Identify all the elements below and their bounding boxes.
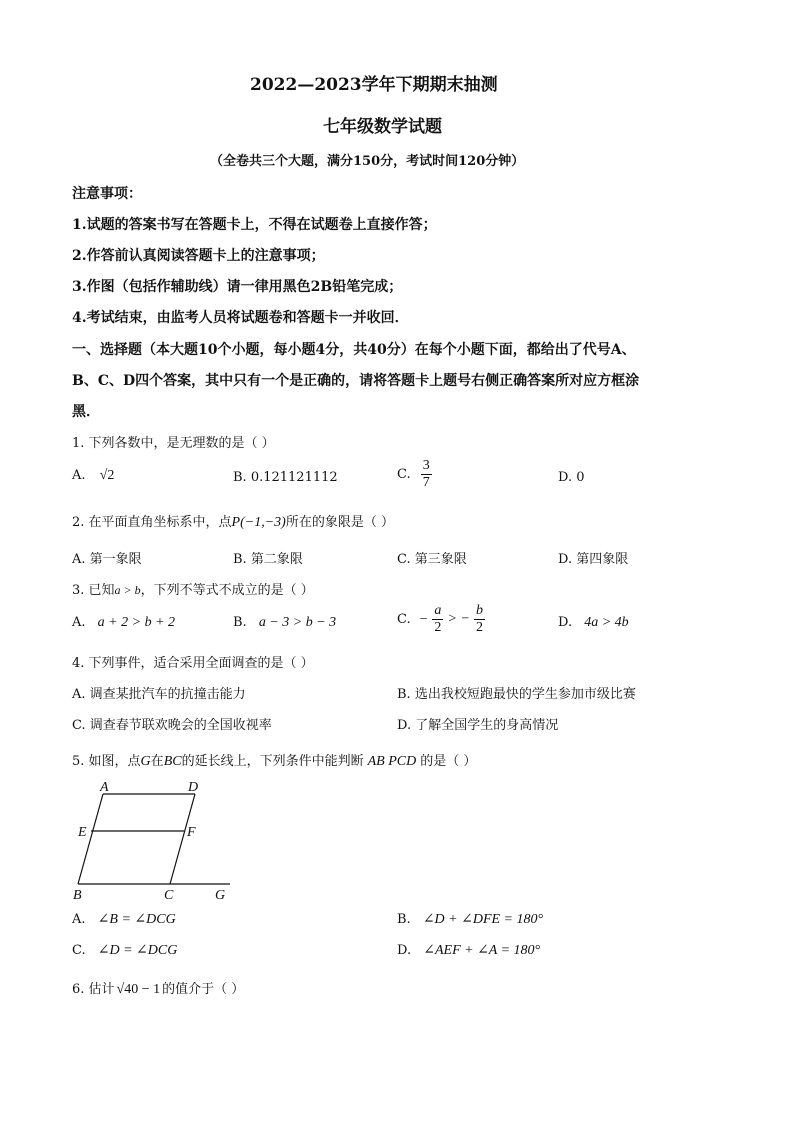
q5-stem-ab-cd: AB PCD bbox=[367, 754, 417, 769]
q3-c-num-b: b bbox=[476, 603, 484, 618]
q3-option-b bbox=[233, 615, 336, 631]
q1-option-b: B. 0.121121112 bbox=[233, 470, 338, 485]
q2-stem-point: P(−1,−3) bbox=[231, 515, 286, 530]
q5-stem-mid1: 在 bbox=[150, 754, 164, 769]
q3-stem-pre: 3. 已知 bbox=[72, 583, 115, 598]
q5-option-c-label: C. bbox=[72, 943, 86, 958]
q5-option-d bbox=[397, 942, 540, 959]
q5-stem-bc: BC bbox=[163, 754, 182, 769]
q1-stem: 1. 下列各数中，是无理数的是（ ） bbox=[72, 436, 275, 451]
q3-c-num-a: a bbox=[434, 603, 442, 618]
q6-stem-math: √40 − 1 bbox=[116, 982, 161, 997]
q3-option-b-math: a − 3 > b − 3 bbox=[258, 615, 337, 630]
q1-option-a-label: A. bbox=[72, 468, 86, 483]
q3-c-gt: > − bbox=[447, 611, 470, 627]
q5-option-b-label: B. bbox=[397, 912, 411, 927]
q1-option-d: D. 0 bbox=[558, 470, 585, 485]
q1-c-denominator: 7 bbox=[422, 475, 430, 490]
notes-item-4: 4.考试结束，由监考人员将试题卷和答题卡一并收回． bbox=[72, 310, 409, 326]
q3-stem-math: a > b bbox=[114, 583, 141, 597]
q5-option-a bbox=[72, 911, 176, 928]
q4-option-c: C. 调查春节联欢晚会的全国收视率 bbox=[72, 718, 272, 733]
q2-stem-post: 所在的象限是（ ） bbox=[285, 515, 394, 530]
q5-option-b bbox=[397, 911, 543, 928]
notes-item-1: 1.试题的答案书写在答题卡上，不得在试题卷上直接作答； bbox=[72, 217, 437, 233]
q1-option-c-fraction bbox=[421, 458, 432, 491]
section1-line1: 一、选择题（本大题10个小题，每小题4分，共40分）在每个小题下面，都给出了代号A、 bbox=[72, 342, 636, 358]
q4-option-a: A. 调查某批汽车的抗撞击能力 bbox=[72, 687, 246, 702]
q4-option-b: B. 选出我校短跑最快的学生参加市级比赛 bbox=[397, 687, 636, 702]
q3-stem bbox=[72, 579, 314, 598]
notes-heading: 注意事项： bbox=[72, 186, 142, 202]
exam-title: 2022—2023学年下期期末抽测 bbox=[250, 75, 498, 95]
q6-stem-post: 的值介于（ ） bbox=[162, 982, 245, 997]
q6-stem-pre: 6. 估计 bbox=[72, 982, 115, 997]
q5-stem-pre: 5. 如图，点 bbox=[72, 754, 141, 769]
q3-c-fraction-a bbox=[432, 603, 443, 636]
q5-label-f: F bbox=[187, 825, 196, 840]
q2-stem-pre: 2. 在平面直角坐标系中，点 bbox=[72, 515, 232, 530]
q3-option-a bbox=[72, 615, 175, 631]
q3-option-d-label: D. bbox=[558, 615, 573, 630]
q2-option-b: B. 第二象限 bbox=[233, 552, 303, 567]
q1-option-a-math: √2 bbox=[99, 468, 115, 483]
q5-option-c bbox=[72, 942, 177, 959]
q5-option-c-math: ∠D = ∠DCG bbox=[97, 943, 178, 958]
q5-option-a-label: A. bbox=[72, 912, 86, 927]
q5-stem-post: 的是（ ） bbox=[420, 754, 477, 769]
q2-option-d: D. 第四象限 bbox=[558, 552, 629, 567]
q5-label-c: C bbox=[164, 888, 174, 903]
exam-info: （全卷共三个大题，满分150分，考试时间120分钟） bbox=[210, 154, 525, 169]
q5-option-a-math: ∠B = ∠DCG bbox=[97, 912, 176, 927]
q3-c-den-b: 2 bbox=[476, 620, 484, 635]
section1-line3: 黑． bbox=[72, 404, 100, 420]
q3-option-a-math: a + 2 > b + 2 bbox=[97, 615, 176, 630]
q6-stem bbox=[72, 978, 244, 998]
q3-option-d-math: 4a > 4b bbox=[584, 615, 629, 630]
q1-option-a bbox=[72, 468, 114, 484]
q5-label-e: E bbox=[78, 825, 87, 840]
section1-line2: B、C、D四个答案，其中只有一个是正确的，请将答题卡上题号右侧正确答案所对应方框涂 bbox=[72, 373, 640, 389]
q1-option-c-label: C. bbox=[397, 467, 411, 482]
notes-item-3: 3.作图（包括作辅助线）请一律用黑色2B铅笔完成； bbox=[72, 279, 403, 295]
q1-option-c bbox=[397, 458, 432, 491]
notes-item-2: 2.作答前认真阅读答题卡上的注意事项； bbox=[72, 248, 325, 264]
q3-option-c-label: C. bbox=[397, 612, 411, 627]
q5-figure bbox=[70, 778, 240, 903]
exam-subtitle: 七年级数学试题 bbox=[323, 117, 442, 137]
q2-option-c: C. 第三象限 bbox=[397, 552, 467, 567]
q3-option-d bbox=[558, 615, 629, 631]
q3-option-c bbox=[397, 603, 485, 636]
q3-c-den-a: 2 bbox=[434, 620, 442, 635]
q3-c-minus: − bbox=[418, 611, 429, 627]
q1-c-numerator: 3 bbox=[422, 458, 430, 473]
q5-stem-mid2: 的延长线上，下列条件中能判断 bbox=[181, 754, 364, 769]
q3-c-fraction-b bbox=[474, 603, 485, 636]
q5-label-g: G bbox=[215, 888, 226, 903]
q3-option-b-label: B. bbox=[233, 615, 247, 630]
q5-option-d-label: D. bbox=[397, 943, 412, 958]
q2-option-a: A. 第一象限 bbox=[72, 552, 142, 567]
q5-label-a: A bbox=[100, 780, 109, 795]
q4-stem: 4. 下列事件，适合采用全面调查的是（ ） bbox=[72, 656, 314, 671]
q3-stem-post: ，下列不等式不成立的是（ ） bbox=[140, 583, 314, 598]
q5-label-b: B bbox=[73, 888, 82, 903]
q5-option-b-math: ∠D + ∠DFE = 180° bbox=[422, 912, 544, 927]
q3-option-a-label: A. bbox=[72, 615, 86, 630]
q5-stem bbox=[72, 750, 476, 770]
q5-option-d-math: ∠AEF + ∠A = 180° bbox=[423, 943, 541, 958]
q4-option-d: D. 了解全国学生的身高情况 bbox=[397, 718, 559, 733]
q5-stem-g: G bbox=[140, 754, 151, 769]
q5-label-d: D bbox=[188, 780, 199, 795]
q2-stem bbox=[72, 511, 394, 531]
